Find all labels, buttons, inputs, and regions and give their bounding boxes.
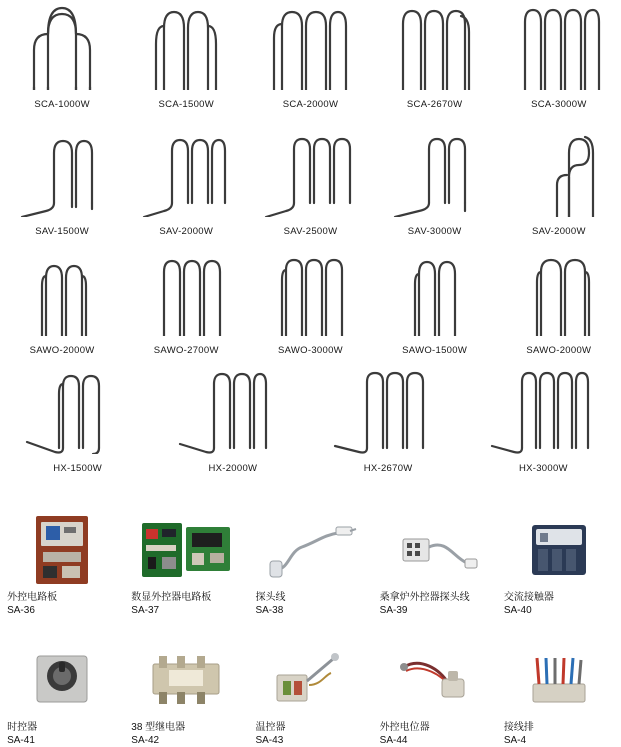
product-label: HX-1500W bbox=[53, 463, 103, 474]
heater-element-illustration bbox=[12, 250, 112, 336]
part-code: SA-44 bbox=[379, 735, 408, 746]
product-label: SAWO-1500W bbox=[402, 345, 468, 356]
part-name: 交流接触器 bbox=[503, 592, 554, 603]
product-cell bbox=[373, 4, 497, 110]
product-cell bbox=[0, 250, 124, 356]
heater-element-illustration bbox=[385, 250, 485, 336]
product-cell bbox=[497, 4, 621, 110]
part-label bbox=[3, 591, 121, 617]
product-cell bbox=[0, 131, 124, 237]
product-cell bbox=[248, 250, 372, 356]
heater-element-illustration bbox=[260, 250, 360, 336]
part-code: SA-39 bbox=[379, 605, 408, 616]
part-name: 38 型继电器 bbox=[131, 722, 186, 733]
heater-element-illustration bbox=[478, 368, 608, 454]
part-code: SA-4 bbox=[503, 735, 527, 746]
part-code: SA-43 bbox=[255, 735, 284, 746]
digital-control-board-photo bbox=[138, 514, 234, 586]
part-code: SA-40 bbox=[503, 605, 532, 616]
product-label: SCA-1500W bbox=[158, 99, 215, 110]
product-label: SAV-1500W bbox=[35, 226, 89, 237]
product-label: SAV-2000W bbox=[159, 226, 214, 237]
product-cell bbox=[373, 131, 497, 237]
parts-row-1 bbox=[0, 514, 621, 617]
product-cell bbox=[0, 368, 155, 474]
heater-row-sav bbox=[0, 131, 621, 237]
part-label bbox=[376, 591, 494, 617]
part-cell bbox=[497, 644, 621, 747]
product-cell bbox=[497, 250, 621, 356]
sauna-controller-probe-photo bbox=[387, 514, 483, 586]
part-cell bbox=[373, 514, 497, 617]
product-cell bbox=[466, 368, 621, 474]
heater-element-illustration bbox=[260, 131, 360, 217]
part-label bbox=[500, 721, 618, 747]
product-cell bbox=[124, 4, 248, 110]
product-label: SCA-2670W bbox=[406, 99, 463, 110]
part-label bbox=[127, 591, 245, 617]
product-label: SAWO-2700W bbox=[153, 345, 219, 356]
ac-contactor-photo bbox=[511, 514, 607, 586]
product-label: HX-2670W bbox=[363, 463, 413, 474]
heater-element-illustration bbox=[509, 250, 609, 336]
heater-row-sawo bbox=[0, 250, 621, 356]
relay-photo bbox=[138, 644, 234, 716]
product-cell bbox=[248, 4, 372, 110]
part-cell bbox=[124, 514, 248, 617]
heater-element-illustration bbox=[136, 250, 236, 336]
product-label: HX-2000W bbox=[208, 463, 258, 474]
parts-row-2 bbox=[0, 644, 621, 747]
part-cell bbox=[124, 644, 248, 747]
part-name: 接线排 bbox=[503, 722, 534, 733]
product-cell bbox=[311, 368, 466, 474]
part-code: SA-36 bbox=[7, 605, 35, 616]
part-cell bbox=[0, 644, 124, 747]
part-label bbox=[500, 591, 618, 617]
heater-element-illustration bbox=[509, 131, 609, 217]
thermostat-photo bbox=[262, 644, 358, 716]
product-label: SAWO-2000W bbox=[526, 345, 592, 356]
part-name: 数显外控器电路板 bbox=[131, 592, 212, 603]
part-label bbox=[251, 591, 369, 617]
product-cell bbox=[248, 131, 372, 237]
product-label: SCA-2000W bbox=[282, 99, 339, 110]
part-label bbox=[127, 721, 245, 747]
product-cell bbox=[124, 250, 248, 356]
product-cell bbox=[155, 368, 310, 474]
heater-element-illustration bbox=[136, 131, 236, 217]
heater-element-illustration bbox=[260, 4, 360, 90]
part-cell bbox=[248, 514, 372, 617]
product-label: SAWO-2000W bbox=[29, 345, 95, 356]
part-cell bbox=[373, 644, 497, 747]
control-board-photo bbox=[14, 514, 110, 586]
heater-element-illustration bbox=[323, 368, 453, 454]
part-code: SA-42 bbox=[131, 735, 160, 746]
part-cell bbox=[248, 644, 372, 747]
part-code: SA-37 bbox=[131, 605, 160, 616]
part-name: 桑拿炉外控器探头线 bbox=[379, 592, 470, 603]
product-cell bbox=[373, 250, 497, 356]
part-label bbox=[376, 721, 494, 747]
timer-photo bbox=[14, 644, 110, 716]
part-code: SA-38 bbox=[255, 605, 284, 616]
product-label: SAV-2500W bbox=[283, 226, 338, 237]
product-label: SAV-3000W bbox=[407, 226, 462, 237]
heater-row-sca bbox=[0, 4, 621, 110]
part-label bbox=[3, 721, 121, 747]
product-cell bbox=[0, 4, 124, 110]
heater-element-illustration bbox=[13, 368, 143, 454]
part-name: 时控器 bbox=[7, 722, 38, 733]
terminal-block-photo bbox=[511, 644, 607, 716]
heater-row-hx bbox=[0, 368, 621, 474]
product-label: SAV-2000W bbox=[531, 226, 586, 237]
heater-element-illustration bbox=[168, 368, 298, 454]
part-name: 探头线 bbox=[255, 592, 286, 603]
product-label: SAWO-3000W bbox=[277, 345, 343, 356]
heater-element-illustration bbox=[509, 4, 609, 90]
heater-element-illustration bbox=[12, 131, 112, 217]
product-label: SCA-3000W bbox=[531, 99, 587, 110]
part-code: SA-41 bbox=[7, 735, 35, 746]
part-label bbox=[251, 721, 369, 747]
heater-element-illustration bbox=[12, 4, 112, 90]
part-name: 温控器 bbox=[255, 722, 286, 733]
heater-element-illustration bbox=[385, 131, 485, 217]
part-cell bbox=[497, 514, 621, 617]
part-name: 外控电位器 bbox=[379, 722, 430, 733]
product-cell bbox=[497, 131, 621, 237]
part-name: 外控电路板 bbox=[7, 592, 58, 603]
product-cell bbox=[124, 131, 248, 237]
product-label: HX-3000W bbox=[518, 463, 568, 474]
probe-cable-photo bbox=[262, 514, 358, 586]
heater-element-illustration bbox=[136, 4, 236, 90]
potentiometer-photo bbox=[387, 644, 483, 716]
product-label: SCA-1000W bbox=[34, 99, 90, 110]
heater-element-illustration bbox=[385, 4, 485, 90]
part-cell bbox=[0, 514, 124, 617]
